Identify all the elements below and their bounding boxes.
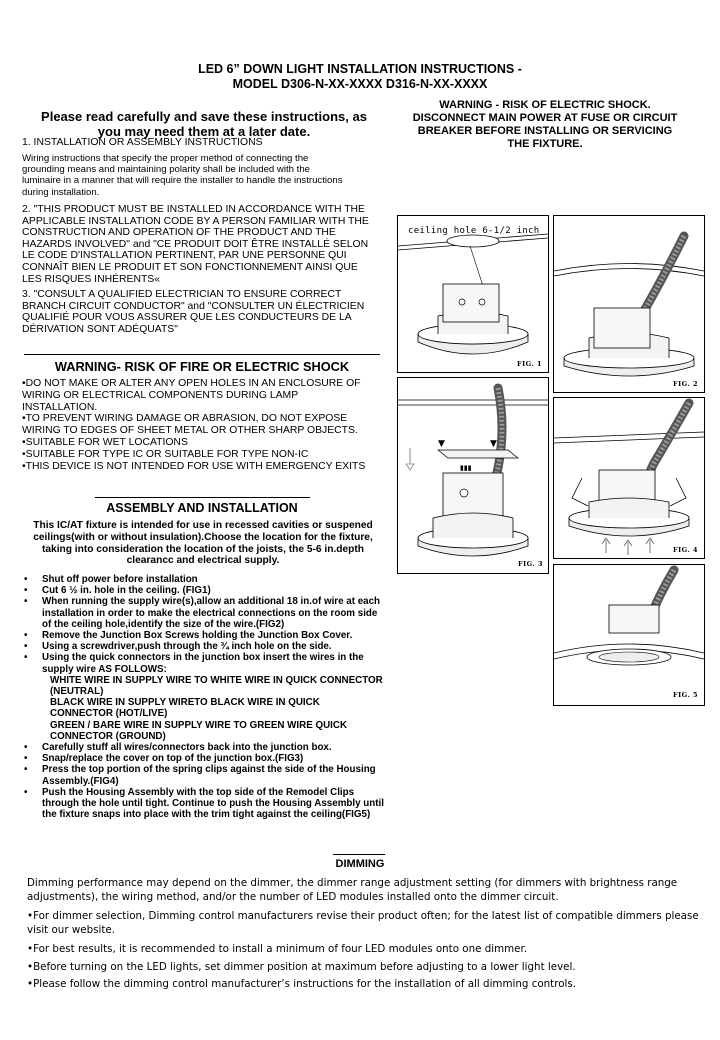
item2-body bbox=[22, 204, 397, 285]
installation-step: • Carefully stuff all wires/connectors back into the junction box. bbox=[22, 742, 384, 753]
assembly-intro-line: clearancc and electrical supply. bbox=[126, 555, 280, 567]
fig1-illustration bbox=[398, 216, 548, 372]
item2-line: CONSTRUCTION AND OPERATION OF THE PRODUCT AND THE bbox=[22, 227, 336, 239]
item2-line: HAZARDS INVOLVED" and "CE PRODUIT DOIT ÊTRE INSTALLÉ SELON bbox=[22, 238, 369, 250]
fire-warning-heading: WARNING- RISK OF FIRE OR ELECTRIC SHOCK bbox=[54, 359, 350, 374]
wiring-instruction: BLACK WIRE IN SUPPLY WIRETO BLACK WIRE IN QUICK CONNECTOR (HOT/LIVE) bbox=[50, 697, 320, 720]
fig1-caption: ceiling hole 6-1/2 inch bbox=[408, 226, 540, 236]
fig5-illustration bbox=[554, 565, 704, 705]
divider bbox=[333, 854, 385, 855]
dimming-paragraph: •Please follow the dimming control manufacturer’s instructions for the installation of all dimming controls. bbox=[27, 978, 577, 990]
warning-line: BREAKER BEFORE INSTALLING OR SERVICING bbox=[417, 125, 673, 137]
item1-heading: 1. INSTALLATION OR ASSEMBLY INSTRUCTIONS bbox=[22, 137, 263, 148]
fire-warning-line: WIRING OR ELECTRICAL COMPONENTS DURING LAMP bbox=[22, 389, 299, 401]
assembly-intro-line: This IC/AT fixture is intended for use in recessed cavities or suspened bbox=[33, 520, 373, 531]
divider bbox=[95, 497, 310, 498]
item1-line: luminaire in a manner that will require the installer to handle the instructions bbox=[22, 175, 343, 187]
installation-step: • Cut 6 ½ in. hole in the ceiling. (FIG1) bbox=[22, 585, 384, 596]
notice-line: Please read carefully and save these instructions, as bbox=[41, 109, 367, 124]
fig1-label: FIG. 1 bbox=[516, 360, 542, 368]
installation-step: • Remove the Junction Box Screws holding the Junction Box Cover. bbox=[22, 630, 384, 641]
item3-line: 3. "CONSULT A QUALIFIED ELECTRICIAN TO ENSURE CORRECT bbox=[22, 289, 342, 300]
fire-warning-line: INSTALLATION. bbox=[22, 401, 98, 413]
figure-2 bbox=[553, 215, 705, 393]
read-carefully-notice bbox=[24, 109, 384, 139]
title-line-1: LED 6” DOWN LIGHT INSTALLATION INSTRUCTIONS - bbox=[198, 62, 522, 76]
installation-steps bbox=[22, 574, 384, 820]
fire-warning-line: •TO PREVENT WIRING DAMAGE OR ABRASION, DO NOT EXPOSE bbox=[22, 413, 348, 425]
svg-text:▼: ▼ bbox=[438, 439, 445, 449]
item3-body bbox=[22, 289, 397, 335]
item3-line: QUALIFIÉ POUR VOUS ASSURER QUE LES CONDUCTEURS DE LA bbox=[22, 312, 352, 324]
fig3-illustration bbox=[398, 378, 548, 573]
fig4-label: FIG. 4 bbox=[672, 546, 698, 554]
dimming-paragraph: •For best results, it is recommended to install a minimum of four LED modules onto one dimmer. bbox=[27, 943, 528, 955]
installation-step: • Press the top portion of the spring clips against the side of the Housing Assembly.(FIG4) bbox=[22, 764, 384, 786]
wiring-instruction: GREEN / BARE WIRE IN SUPPLY WIRE TO GREEN WIRE QUICK CONNECTOR (GROUND) bbox=[50, 719, 348, 742]
assembly-heading: ASSEMBLY AND INSTALLATION bbox=[106, 501, 298, 515]
dimming-paragraph: •For dimmer selection, Dimming control manufacturers revise their product often; for the latest list of compatible dimmers please visit our website. bbox=[27, 910, 699, 936]
item3-line: DÉRIVATION SONT ADÉQUATS" bbox=[22, 323, 178, 335]
fig2-label: FIG. 2 bbox=[672, 380, 698, 388]
item3-line: BRANCH CIRCUIT CONDUCTOR" and "CONSULTER UN ÉLECTRICIEN bbox=[22, 300, 365, 312]
fire-warning-line: •SUITABLE FOR WET LOCATIONS bbox=[22, 436, 188, 448]
item2-line: APPLICABLE INSTALLATION CODE BY A PERSON FAMILIAR WITH THE bbox=[22, 215, 369, 227]
installation-step: • Using a screwdriver,push through the ¾ inch hole on the side. bbox=[22, 641, 384, 652]
assembly-intro-line: ceilings(with or without insulation).Choose the location for the fixture, bbox=[33, 531, 373, 543]
notice-line: you may need them at a later date. bbox=[97, 124, 311, 139]
dimming-paragraph: Dimming performance may depend on the dimmer, the dimmer range adjustment setting (for dimmers with brightness range adjustments), the wiring method, and/or the number of LED modules installed onto the dimmer circuit. bbox=[27, 877, 678, 903]
fire-warning-line: •THIS DEVICE IS NOT INTENDED FOR USE WITH EMERGENCY EXITS bbox=[22, 460, 366, 472]
dimming-section bbox=[27, 877, 702, 996]
fire-warning-line: •SUITABLE FOR TYPE IC OR SUITABLE FOR TYPE NON-IC bbox=[22, 448, 309, 460]
figure-5 bbox=[553, 564, 705, 706]
dimming-paragraph: •Before turning on the LED lights, set dimmer position at maximum before adjusting to a lower light level. bbox=[27, 960, 576, 973]
fig2-illustration bbox=[554, 216, 704, 392]
item1-body bbox=[22, 153, 392, 198]
assembly-intro-line: taking into consideration the location of the joists, the 5-6 in.depth bbox=[41, 543, 365, 555]
warning-line: THE FIXTURE. bbox=[507, 138, 583, 150]
svg-text:▮▮▮: ▮▮▮ bbox=[460, 464, 472, 472]
item1-line: Wiring instructions that specify the proper method of connecting the bbox=[22, 153, 309, 164]
item2-line: LE CODE D'INSTALLATION PERTINENT, PAR UNE PERSONNE QUI bbox=[22, 250, 347, 262]
figure-4 bbox=[553, 397, 705, 559]
item2-line: LES RISQUES INHÉRENTS« bbox=[22, 273, 161, 285]
item2-line: 2. "THIS PRODUCT MUST BE INSTALLED IN ACCORDANCE WITH THE bbox=[22, 204, 365, 215]
installation-step: • Shut off power before installation bbox=[22, 574, 384, 585]
figure-3 bbox=[397, 377, 549, 574]
installation-step: • Snap/replace the cover on top of the junction box.(FIG3) bbox=[22, 753, 384, 764]
wiring-instruction: WHITE WIRE IN SUPPLY WIRE TO WHITE WIRE IN QUICK CONNECTOR (NEUTRAL) bbox=[50, 674, 383, 698]
title-line-2: MODEL D306-N-XX-XXXX D316-N-XX-XXXX bbox=[232, 77, 488, 91]
svg-text:▼: ▼ bbox=[490, 439, 497, 449]
item1-line: grounding means and maintaining polarity shall be included with the bbox=[22, 164, 310, 176]
dimming-heading-text: DIMMING bbox=[335, 858, 385, 870]
warning-line: DISCONNECT MAIN POWER AT FUSE OR CIRCUIT bbox=[412, 112, 678, 124]
figure-1 bbox=[397, 215, 549, 373]
divider bbox=[24, 354, 380, 355]
fire-warning-line: WIRING TO EDGES OF SHEET METAL OR OTHER SHARP OBJECTS. bbox=[22, 425, 358, 437]
installation-step: • Push the Housing Assembly with the top side of the Remodel Clips through the hole until tight. Continue to push the Housing Assembly until the fixture snaps into place with the trim tight against the ceiling(FIG5) bbox=[22, 787, 384, 821]
fig4-illustration bbox=[554, 398, 704, 558]
dimming-heading bbox=[0, 858, 720, 870]
document-title bbox=[0, 62, 720, 92]
assembly-intro bbox=[22, 520, 384, 567]
installation-step: • Using the quick connectors in the junction box insert the wires in the supply wire AS FOLLOWS: bbox=[22, 652, 384, 674]
fire-warning-line: •DO NOT MAKE OR ALTER ANY OPEN HOLES IN AN ENCLOSURE OF bbox=[22, 378, 361, 389]
electric-shock-warning bbox=[400, 99, 690, 151]
installation-step: • When running the supply wire(s),allow an additional 18 in.of wire at each installation in order to make the electrical connections on the room side of the ceiling hole,identify the size of the wire.(FIG2) bbox=[22, 596, 384, 630]
item1-line: during installation. bbox=[22, 186, 100, 198]
warning-line: WARNING - RISK OF ELECTRIC SHOCK. bbox=[439, 99, 651, 111]
fig3-label: FIG. 3 bbox=[518, 560, 544, 568]
fig5-label: FIG. 5 bbox=[672, 691, 698, 699]
fire-warning-body bbox=[22, 378, 397, 472]
item2-line: CONNAÎT BIEN LE PRODUIT ET SON FONCTIONNEMENT AINSI QUE bbox=[22, 261, 358, 273]
